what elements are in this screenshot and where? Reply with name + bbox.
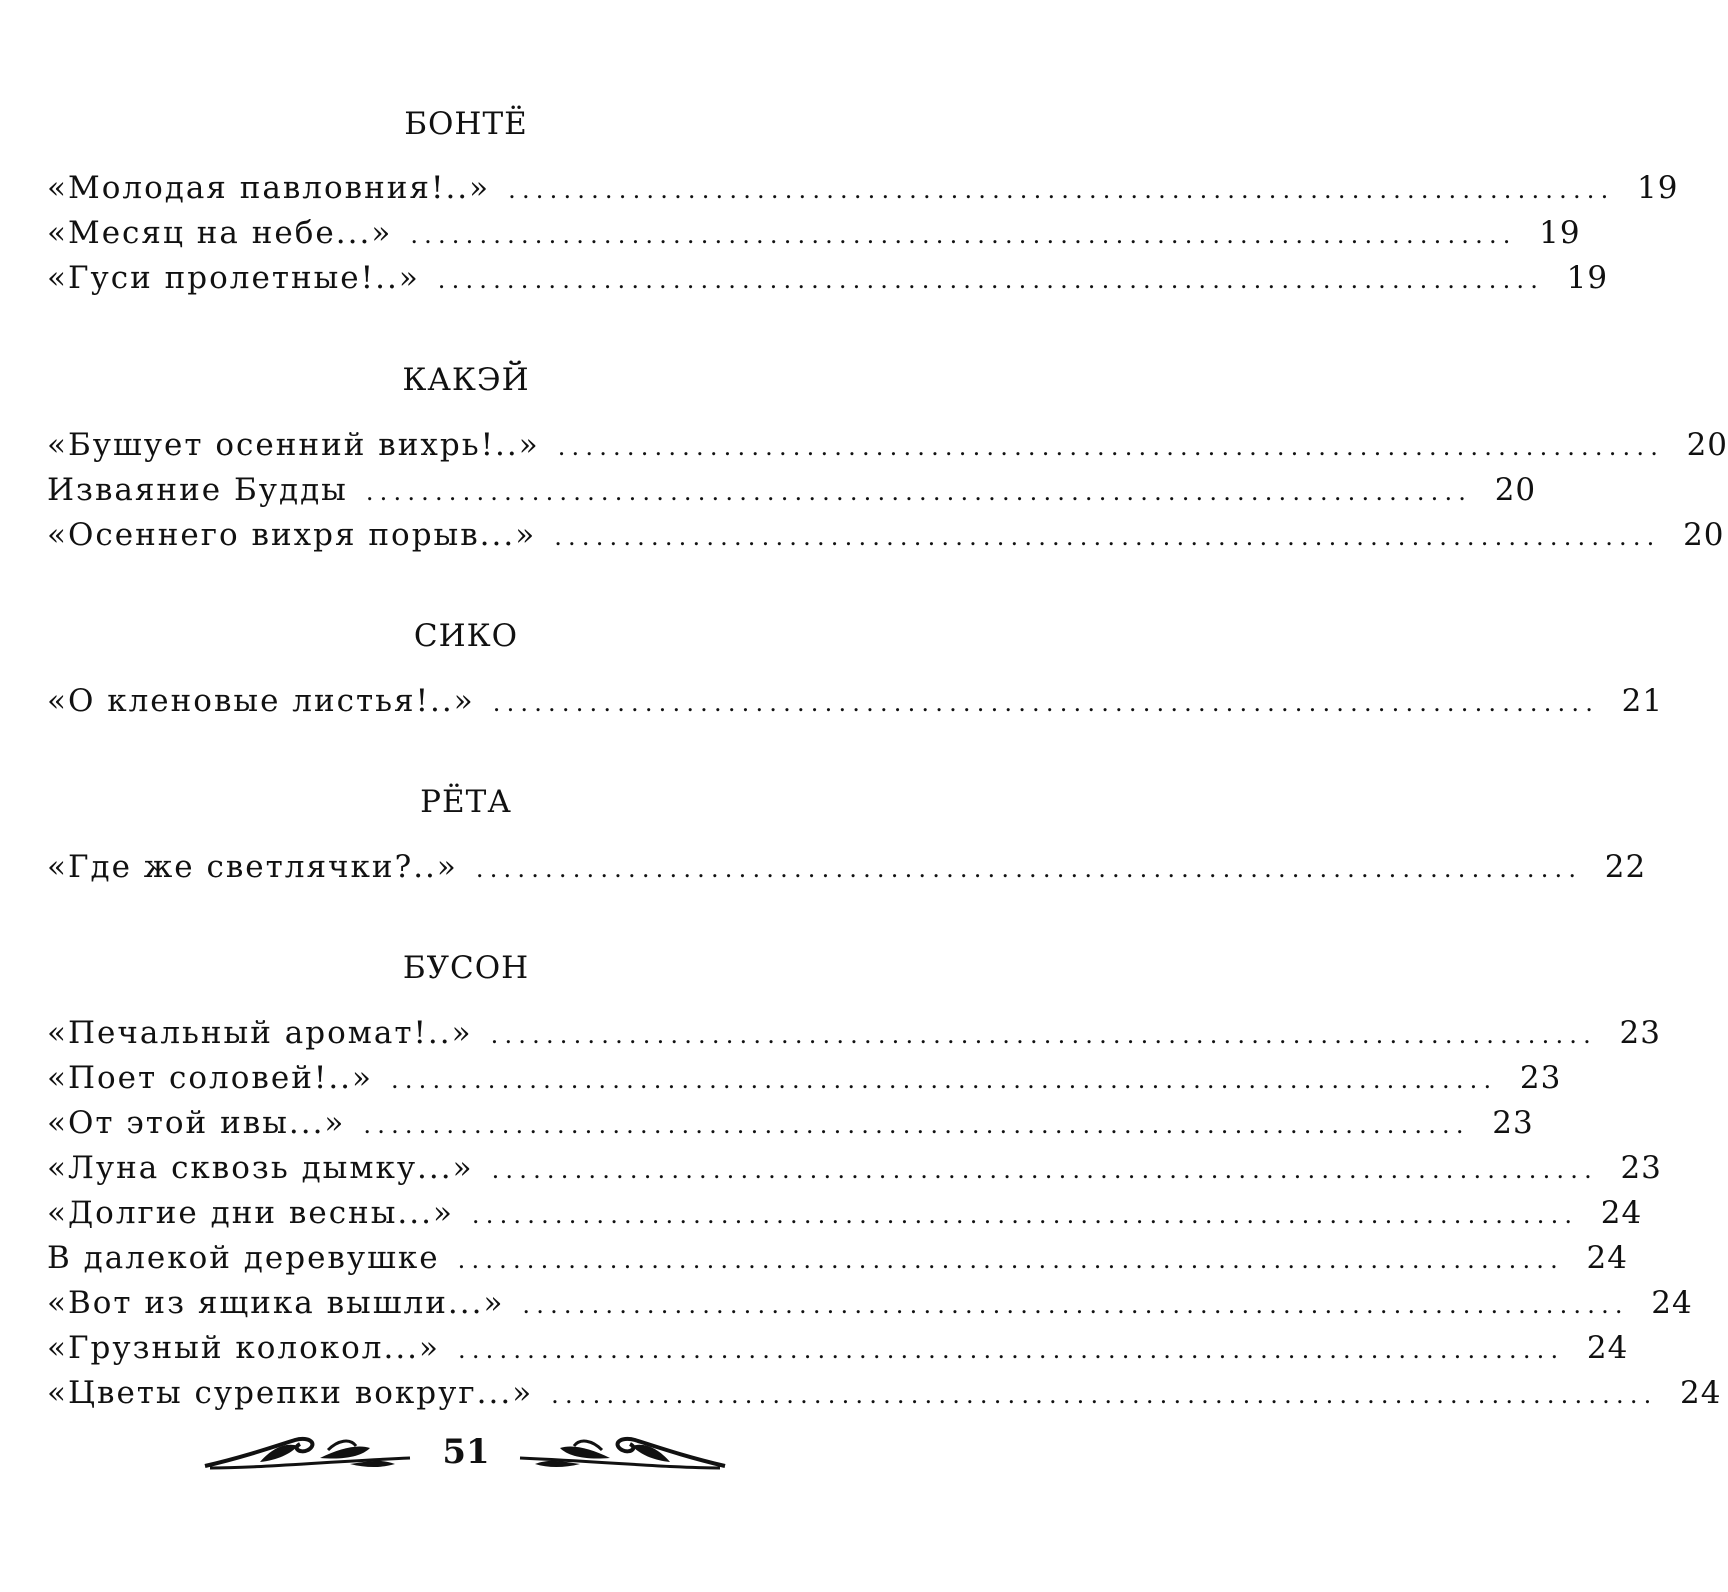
leader-dots: ................................................................................ <box>437 266 1545 294</box>
entry-page: 20 <box>1686 427 1728 463</box>
entry-title: «Молодая павловния!..» <box>47 170 491 206</box>
entry-title: «Месяц на небе...» <box>47 215 393 251</box>
entry-title: «Вот из ящика вышли...» <box>47 1285 505 1321</box>
leader-dots: ................................................................................ <box>363 1111 1470 1139</box>
entry-title: «Бушует осенний вихрь!..» <box>47 427 540 463</box>
toc-entry[interactable] <box>47 470 1537 510</box>
toc-entry[interactable] <box>47 1058 1562 1098</box>
leader-dots: ................................................................................ <box>492 689 1600 717</box>
entry-title: «Печальный аромат!..» <box>47 1015 473 1051</box>
entry-title: «Цветы сурепки вокруг...» <box>47 1375 534 1411</box>
entry-page: 19 <box>1539 215 1581 251</box>
entry-title: «Луна сквозь дымку...» <box>47 1150 474 1186</box>
toc-entry[interactable] <box>47 425 1728 465</box>
toc-entry[interactable] <box>47 681 1664 721</box>
section-heading: СИКО <box>413 618 519 654</box>
leader-dots: ................................................................................ <box>491 1156 1598 1184</box>
toc-entry[interactable] <box>47 1238 1628 1278</box>
toc-entry[interactable] <box>47 258 1609 298</box>
leader-dots: ................................................................................ <box>458 1336 1565 1364</box>
toc-entry[interactable] <box>47 1148 1662 1188</box>
toc-entry[interactable] <box>47 515 1725 555</box>
toc-entry[interactable] <box>47 168 1679 208</box>
entry-title: «Гуси пролетные!..» <box>47 260 420 296</box>
entry-page: 19 <box>1636 170 1679 206</box>
toc-entry[interactable] <box>47 1283 1693 1323</box>
entry-page: 24 <box>1600 1195 1643 1231</box>
leader-dots: ................................................................................ <box>490 1021 1597 1049</box>
entry-page: 24 <box>1651 1285 1693 1321</box>
entry-page: 23 <box>1519 1060 1562 1096</box>
leader-dots: ................................................................................ <box>475 855 1583 883</box>
entry-title: «Грузный колокол...» <box>47 1330 440 1366</box>
leader-dots: ................................................................................ <box>522 1291 1629 1319</box>
entry-page: 23 <box>1620 1150 1662 1186</box>
entry-page: 21 <box>1621 683 1664 719</box>
entry-page: 24 <box>1586 1240 1628 1276</box>
entry-title: В далекой деревушке <box>47 1240 440 1276</box>
entry-title: «Осеннего вихря порыв...» <box>47 517 537 553</box>
leader-dots: ................................................................................ <box>410 221 1517 249</box>
entry-title: «Поет соловей!..» <box>47 1060 373 1096</box>
entry-page: 23 <box>1492 1105 1534 1141</box>
toc-entry[interactable] <box>47 1103 1534 1143</box>
leader-dots: ................................................................................ <box>391 1066 1498 1094</box>
leader-dots: ................................................................................ <box>365 478 1473 506</box>
leader-dots: ................................................................................ <box>508 176 1615 204</box>
entry-title: «Долгие дни весны...» <box>47 1195 454 1231</box>
leader-dots: ................................................................................ <box>554 523 1661 551</box>
toc-entry[interactable] <box>47 1373 1722 1413</box>
entry-page: 20 <box>1494 472 1537 508</box>
entry-page: 19 <box>1566 260 1609 296</box>
section-heading: БУСОН <box>402 950 530 986</box>
section-heading: КАКЭЙ <box>402 362 530 398</box>
leader-dots: ................................................................................ <box>457 1246 1564 1274</box>
section-heading: РЁТА <box>420 784 512 820</box>
entry-page: 20 <box>1683 517 1725 553</box>
entry-title: «Где же светлячки?..» <box>47 849 458 885</box>
toc-entry[interactable] <box>47 1328 1629 1368</box>
leader-dots: ................................................................................ <box>557 433 1665 461</box>
leader-dots: ................................................................................ <box>471 1201 1579 1229</box>
toc-entry[interactable] <box>47 847 1647 887</box>
entry-page: 24 <box>1680 1375 1722 1411</box>
entry-title: «От этой ивы...» <box>47 1105 346 1141</box>
entry-title: «О кленовые листья!..» <box>47 683 475 719</box>
entry-title: Изваяние Будды <box>47 472 348 508</box>
entry-page: 22 <box>1604 849 1647 885</box>
page-number: 51 <box>442 1432 490 1472</box>
section-heading: БОНТЁ <box>404 106 528 142</box>
leader-dots: ................................................................................ <box>551 1381 1658 1409</box>
entry-page: 24 <box>1586 1330 1629 1366</box>
toc-entry[interactable] <box>47 1193 1643 1233</box>
toc-entry[interactable] <box>47 1013 1661 1053</box>
toc-entry[interactable] <box>47 213 1581 253</box>
entry-page: 23 <box>1619 1015 1661 1051</box>
